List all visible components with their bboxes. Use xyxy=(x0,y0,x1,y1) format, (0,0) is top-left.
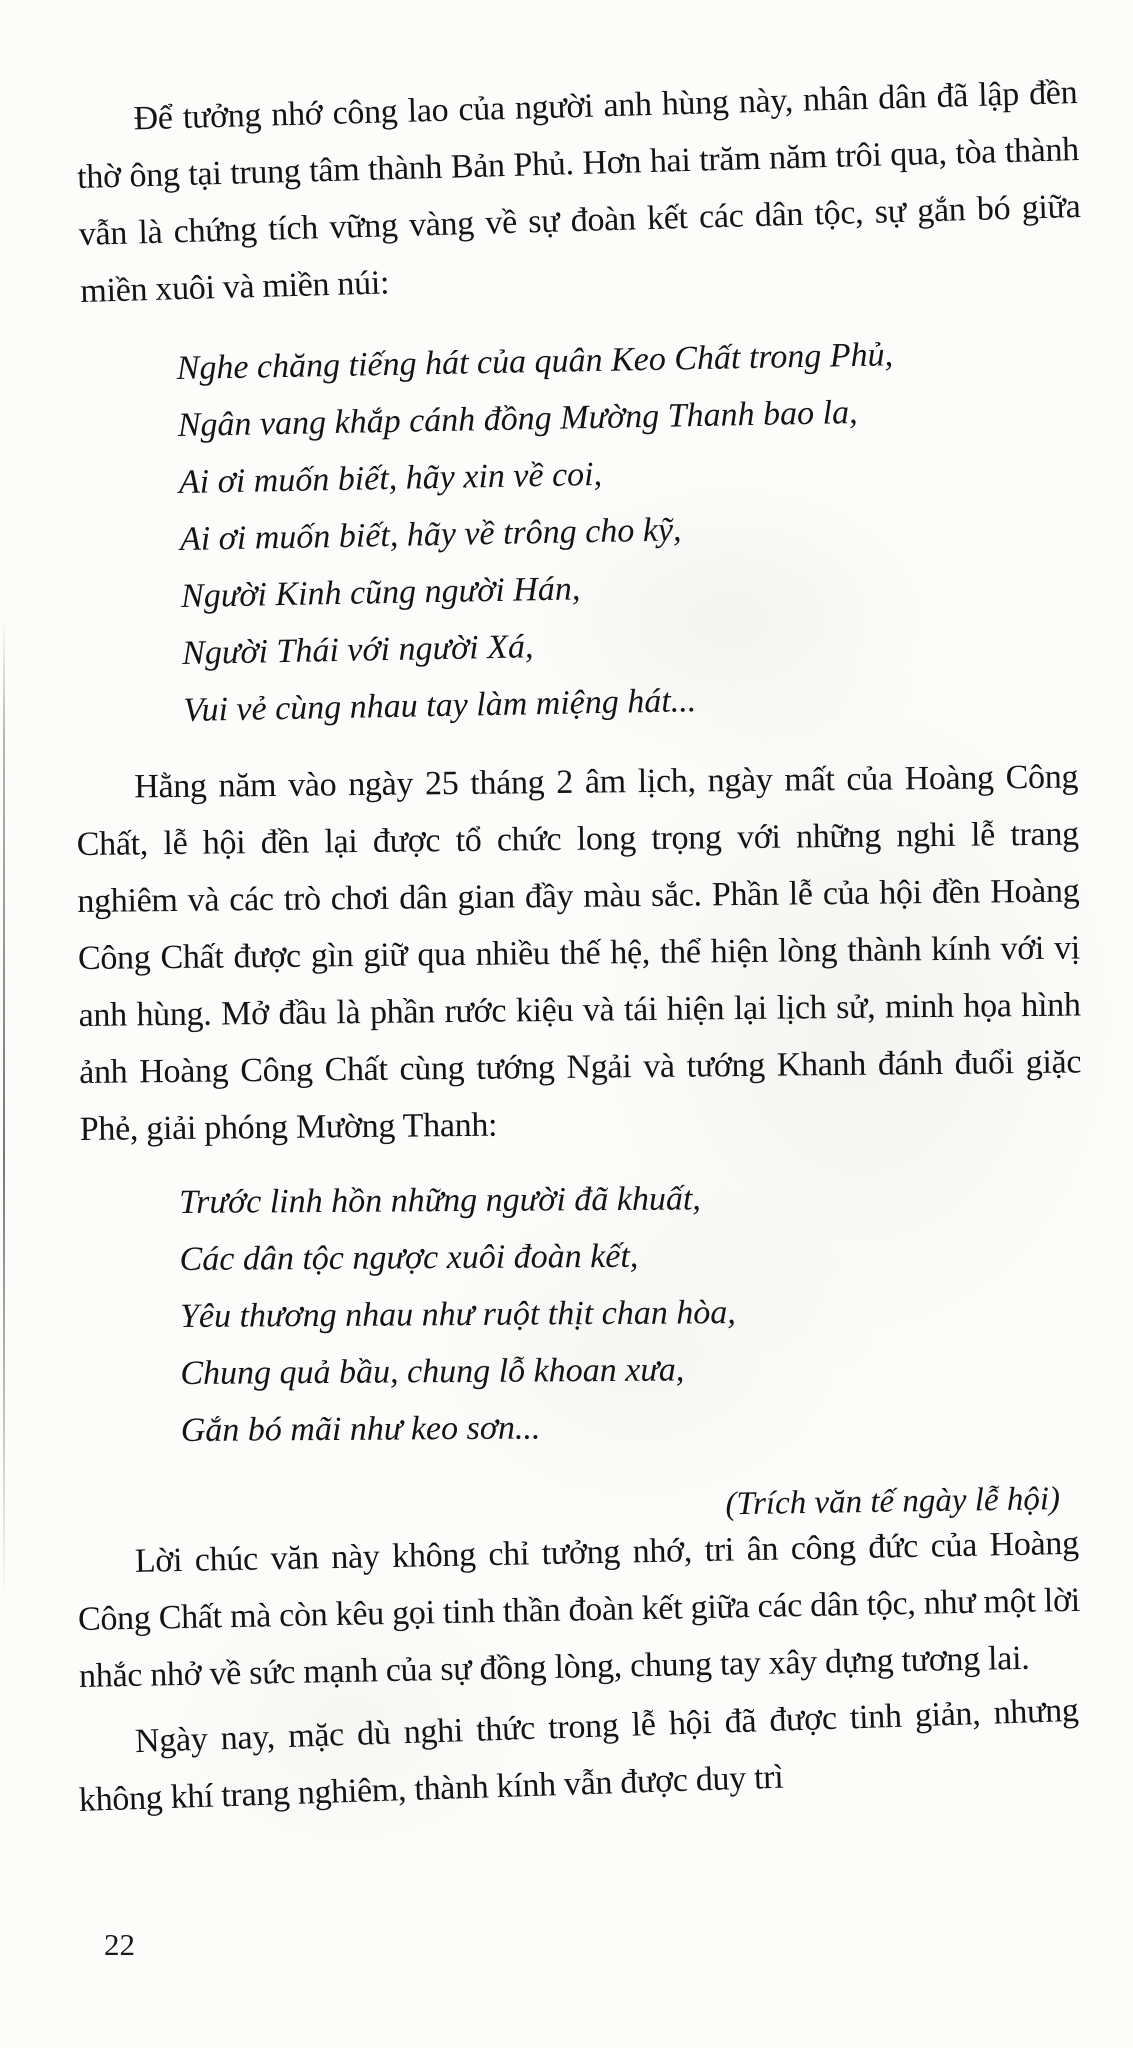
verse-2-line-2: Các dân tộc ngược xuôi đoàn kết, xyxy=(179,1237,639,1279)
paragraph-today: Ngày nay, mặc dù nghi thức trong lễ hội đã được tinh giản, nhưng không khí trang nghiêm, thành kính vẫn được duy trì xyxy=(78,1691,1080,1819)
verse-block-2 xyxy=(179,1168,1081,1459)
paragraph-festival: Hằng năm vào ngày 25 tháng 2 âm lịch, ngày mất của Hoàng Công Chất, lễ hội đền lại được tổ chức long trọng với những nghi lễ trang nghiêm và các trò chơi dân gian đầy màu sắc. Phần lễ của hội đền Hoàng Công Chất được gìn giữ qua nhiều thế hệ, thể hiện lòng thành kính với vị anh hùng. Mở đầu là phần rước kiệu và tái hiện lại lịch sử, minh họa hình ảnh Hoàng Công Chất cùng tướng Ngải và tướng Khanh đánh đuổi giặc Phẻ, giải phóng Mường Thanh: xyxy=(76,758,1082,1148)
verse-1-line-7: Vui vẻ cùng nhau tay làm miệng hát... xyxy=(182,682,697,729)
page-content xyxy=(76,74,1082,1829)
scan-fold-line xyxy=(3,620,5,1600)
verse-1-line-3: Ai ơi muốn biết, hãy xin về coi, xyxy=(178,455,603,502)
verse-1-line-5: Người Kinh cũng người Hán, xyxy=(180,570,581,615)
verse-2-line-5: Gắn bó mãi như keo sơn... xyxy=(180,1409,541,1449)
verse-2-line-1: Trước linh hồn những người đã khuất, xyxy=(179,1180,701,1222)
verse-attribution: (Trích văn tế ngày lễ hội) xyxy=(725,1481,1061,1523)
verse-2-line-4: Chung quả bầu, chung lỗ khoan xưa, xyxy=(180,1351,685,1392)
verse-1-line-4: Ai ơi muốn biết, hãy về trông cho kỹ, xyxy=(179,511,682,558)
page-number: 22 xyxy=(104,1927,135,1962)
paragraph-meaning: Lời chúc văn này không chỉ tưởng nhớ, tri ân công đức của Hoàng Công Chất mà còn kêu gọi tinh thần đoàn kết giữa các dân tộc, như một lời nhắc nhở về sức mạnh của sự đồng lòng, chung tay xây dựng tương lai. xyxy=(77,1524,1081,1695)
verse-block-1 xyxy=(176,323,1083,739)
verse-2-line-3: Yêu thương nhau như ruột thịt chan hòa, xyxy=(179,1294,736,1335)
verse-1-line-2: Ngân vang khắp cánh đồng Mường Thanh bao la, xyxy=(177,393,858,445)
verse-1-line-6: Người Thái với người Xá, xyxy=(181,628,534,672)
paragraph-intro: Để tưởng nhớ công lao của người anh hùng này, nhân dân đã lập đền thờ ông tại trung tâm thành Bản Phủ. Hơn hai trăm năm trôi qua, tòa thành vẫn là chứng tích vững vàng về sự đoàn kết các dân tộc, sự gắn bó giữa miền xuôi và miền núi: xyxy=(76,74,1081,310)
verse-1-line-1: Nghe chăng tiếng hát của quân Keo Chất trong Phủ, xyxy=(176,336,894,388)
